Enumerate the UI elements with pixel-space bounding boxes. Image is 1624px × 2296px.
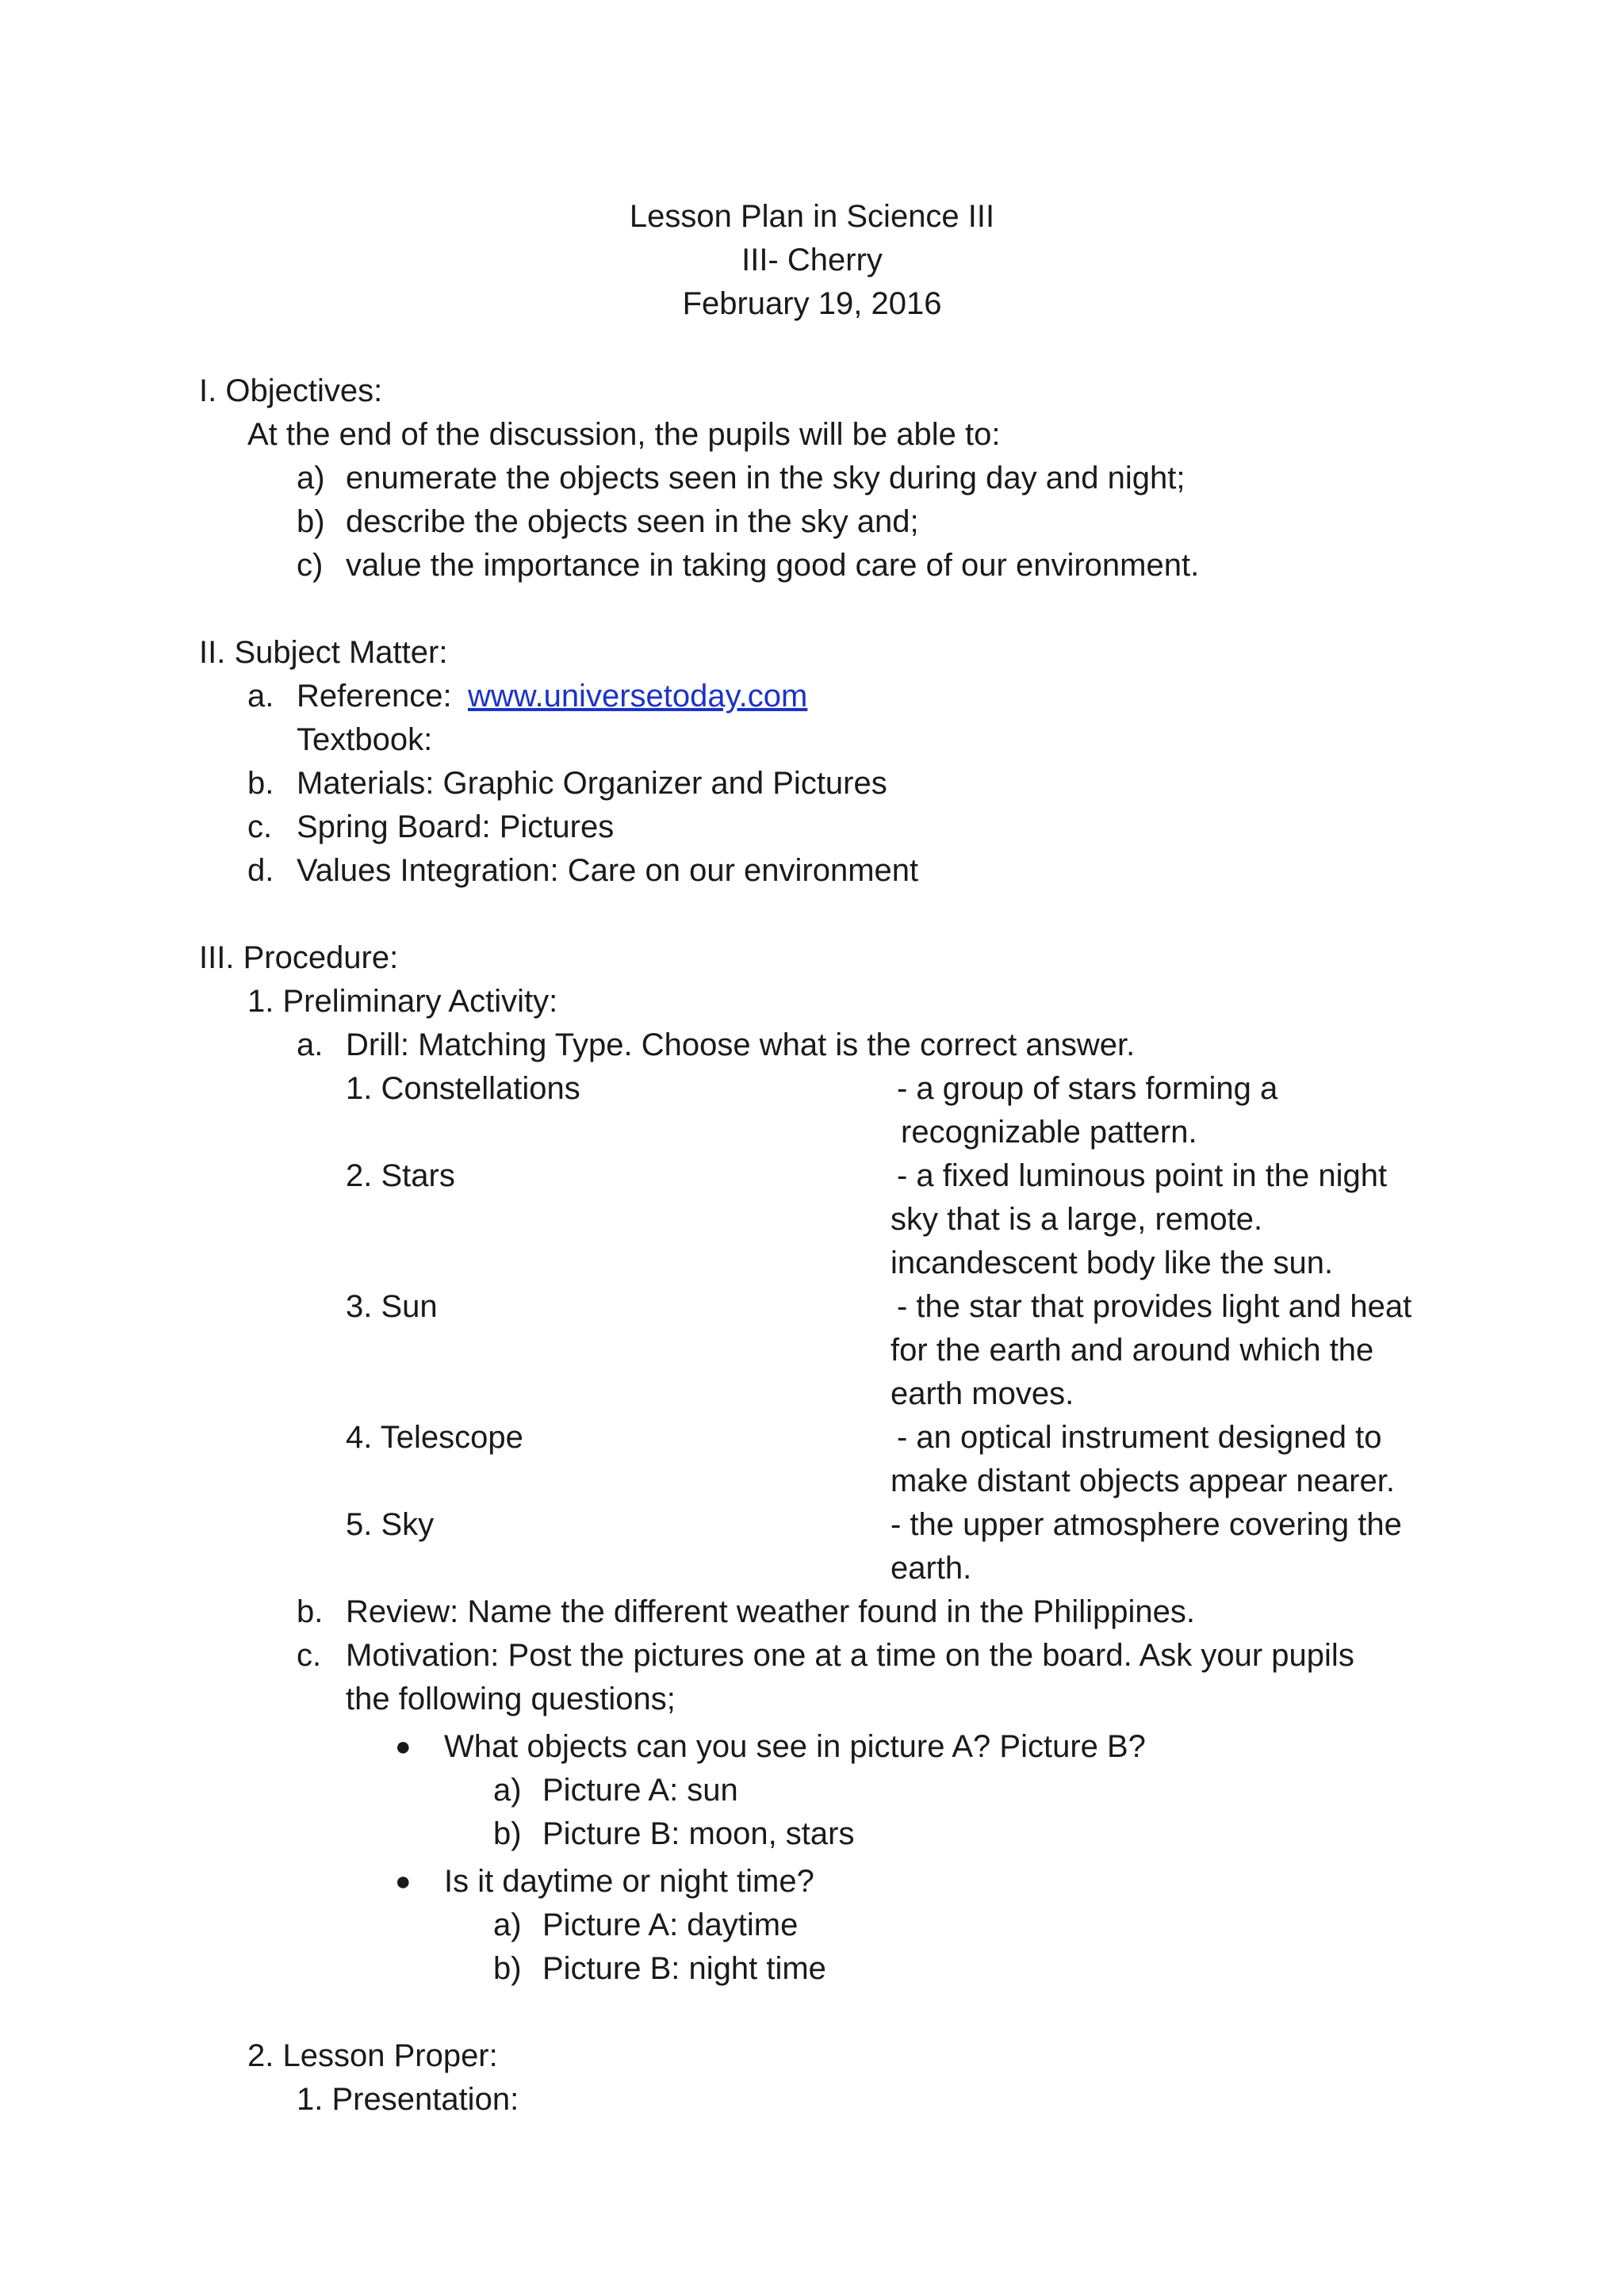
textbook-label: Textbook: [297, 722, 433, 757]
matching-definition: recognizable pattern. [901, 1115, 1197, 1150]
review-item: Review: Name the different weather found in the Philippines. [346, 1594, 1195, 1629]
objective-marker: c) [297, 548, 324, 583]
presentation-heading: 1. Presentation: [297, 2082, 519, 2117]
preliminary-activity: 1. Preliminary Activity: [247, 984, 558, 1019]
subject-marker: b. [247, 766, 274, 801]
matching-definition: make distant objects appear nearer. [891, 1464, 1395, 1498]
procedure-heading: III. Procedure: [199, 940, 399, 975]
matching-definition: incandescent body like the sun. [891, 1246, 1334, 1280]
matching-term: 4. Telescope [346, 1420, 523, 1455]
objective-item: enumerate the objects seen in the sky during day and night; [346, 461, 1185, 496]
answer-marker: a) [493, 1773, 522, 1808]
spring-board-item: Spring Board: Pictures [297, 809, 615, 844]
subject-matter-heading: II. Subject Matter: [199, 635, 448, 670]
subject-marker: c. [247, 809, 273, 844]
objective-marker: b) [297, 504, 325, 539]
reference-marker: a. [247, 679, 274, 714]
objectives-heading: I. Objectives: [199, 373, 383, 408]
lesson-date: February 19, 2016 [682, 286, 942, 321]
motivation-line: the following questions; [346, 1682, 676, 1716]
values-integration-item: Values Integration: Care on our environment [297, 853, 919, 888]
drill-instructions: Drill: Matching Type. Choose what is the correct answer. [346, 1027, 1136, 1062]
matching-term: 3. Sun [346, 1289, 438, 1324]
matching-term: 5. Sky [346, 1507, 435, 1542]
answer-marker: b) [493, 1951, 522, 1986]
bullet-icon: ● [395, 1732, 412, 1762]
matching-definition: sky that is a large, remote. [891, 1202, 1263, 1237]
objectives-intro: At the end of the discussion, the pupils will be able to: [247, 417, 1001, 452]
lesson-proper-heading: 2. Lesson Proper: [247, 2038, 498, 2073]
reference-label: Reference: [297, 679, 452, 714]
answer-item: Picture A: sun [542, 1773, 738, 1808]
bullet-icon: ● [395, 1866, 412, 1896]
matching-definition: - the star that provides light and heat [897, 1289, 1412, 1324]
answer-item: Picture B: night time [542, 1951, 826, 1986]
subject-marker: d. [247, 853, 274, 888]
objective-marker: a) [297, 461, 325, 496]
matching-definition: earth moves. [891, 1376, 1074, 1411]
materials-item: Materials: Graphic Organizer and Pictures [297, 766, 887, 801]
reference-link[interactable]: www.universetoday.com [468, 679, 808, 714]
motivation-line: Motivation: Post the pictures one at a time on the board. Ask your pupils [346, 1638, 1354, 1673]
drill-marker: a. [297, 1027, 324, 1062]
answer-marker: a) [493, 1908, 522, 1942]
objective-item: value the importance in taking good care of our environment. [346, 548, 1200, 583]
motivation-question: Is it daytime or night time? [444, 1864, 814, 1899]
matching-definition: - an optical instrument designed to [897, 1420, 1382, 1455]
motivation-marker: c. [297, 1638, 322, 1673]
matching-definition: - a group of stars forming a [897, 1071, 1278, 1106]
answer-marker: b) [493, 1816, 522, 1851]
objective-item: describe the objects seen in the sky and; [346, 504, 919, 539]
answer-item: Picture A: daytime [542, 1908, 799, 1942]
matching-term: 2. Stars [346, 1158, 455, 1193]
class-section: III- Cherry [741, 243, 883, 277]
matching-definition: - a fixed luminous point in the night [897, 1158, 1388, 1193]
document-title: Lesson Plan in Science III [629, 199, 995, 234]
matching-definition: earth. [891, 1551, 972, 1586]
answer-item: Picture B: moon, stars [542, 1816, 855, 1851]
matching-definition: for the earth and around which the [891, 1333, 1374, 1368]
matching-term: 1. Constellations [346, 1071, 580, 1106]
motivation-question: What objects can you see in picture A? Picture B? [444, 1729, 1146, 1764]
review-marker: b. [297, 1594, 324, 1629]
matching-definition: - the upper atmosphere covering the [891, 1507, 1402, 1542]
